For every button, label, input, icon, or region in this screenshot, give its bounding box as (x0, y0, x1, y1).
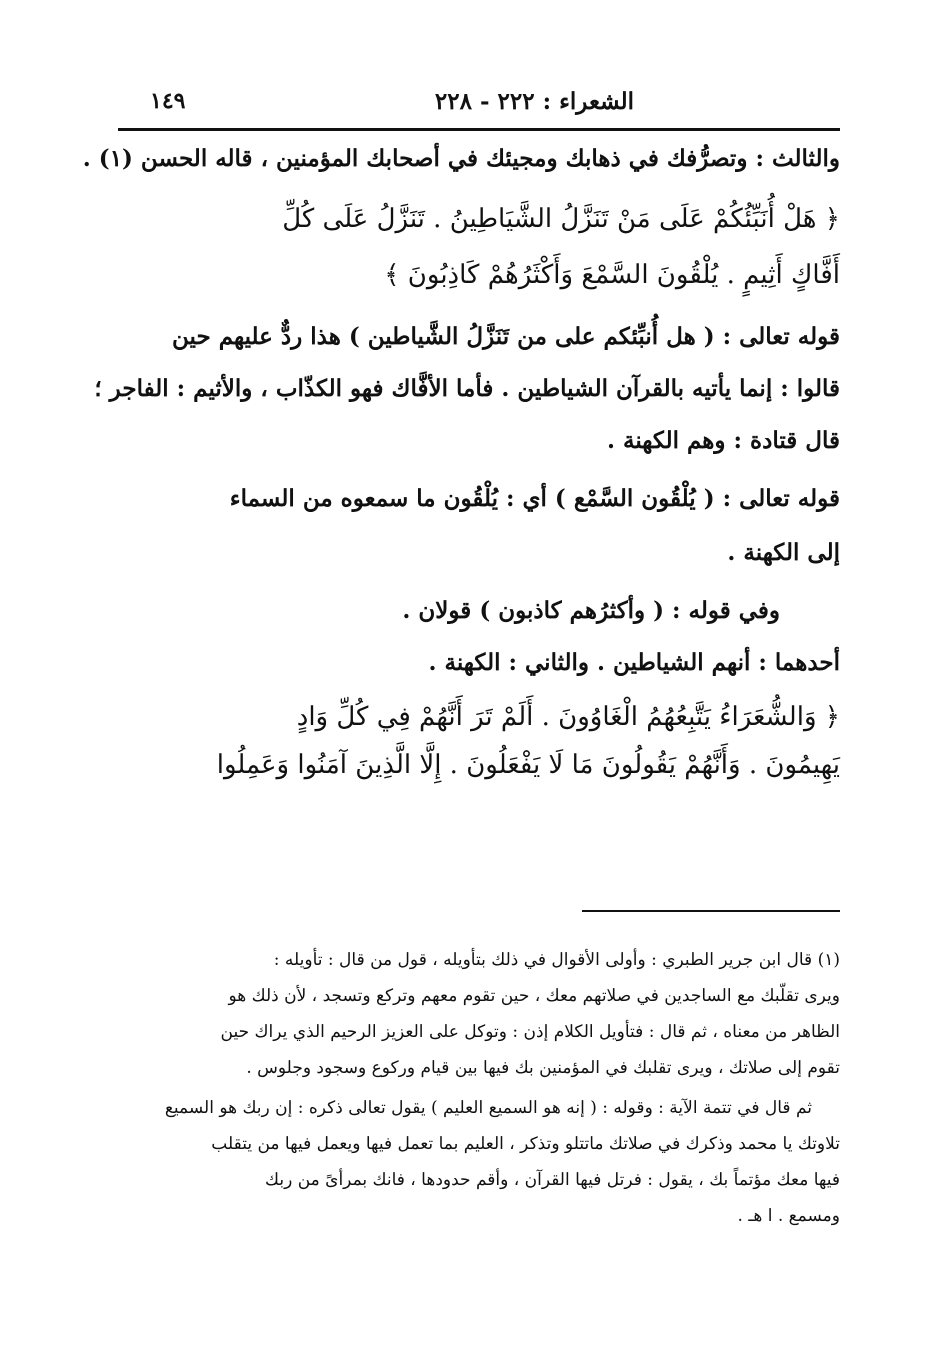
footnote-line: ومسمع . ا هـ . (737, 1206, 840, 1226)
verse-line: ﴿ هَلْ أُنَبِّئُكُمْ عَلَى مَنْ تَنَزَّلُ الشَّيَاطِينُ . تَنَزَّلُ عَلَى كُلِّ (282, 204, 840, 234)
page-header (120, 84, 844, 124)
footnote-line: ثم قال في تتمة الآية : وقوله : ( إنه هو السميع العليم ) يقول تعالى ذكره : إن ربك هو السميع (164, 1098, 812, 1118)
text-line: قوله تعالى : ( يُلْقُون السَّمْع ) أي : يُلْقُون ما سمعوه من السماء (229, 485, 840, 512)
header-rule (118, 128, 840, 131)
text-line: إلى الكهنة . (727, 539, 840, 566)
text-line: وفي قوله : ( وأكثرُهم كاذبون ) قولان . (402, 597, 780, 624)
text-line: قوله تعالى : ( هل أُنبِّئكم على من تَنَزَّلُ الشَّياطين ) هذا ردٌّ عليهم حين (172, 323, 840, 350)
main-text (82, 138, 840, 782)
footnote-line: فيها معك مؤتماً بك ، يقول : فرتل فيها القرآن ، وأقم حدودها ، فانك بمرأىً من ربك (265, 1170, 840, 1190)
verse-line: ﴿ وَالشُّعَرَاءُ يَتَّبِعُهُمُ الْغَاوُونَ . أَلَمْ تَرَ أَنَّهُمْ فِي كُلِّ وَادٍ (296, 702, 840, 732)
text-line: والثالث : وتصرُّفك في ذهابك ومجيئك في أصحابك المؤمنين ، قاله الحسن (١) . (82, 145, 840, 172)
page-number: ١٤٩ (150, 88, 186, 114)
verse-line: يَهِيمُونَ . وَأَنَّهُمْ يَقُولُونَ مَا لَا يَفْعَلُونَ . إِلَّا الَّذِينَ آمَنُوا وَعَمِلُوا (216, 750, 840, 780)
text-line: أحدهما : أنهم الشياطين . والثاني : الكهنة . (428, 649, 840, 676)
footnote-line: تلاوتك يا محمد وذكرك في صلاتك ماتتلو وتذكر ، العليم بما تعمل فيها ويعمل فيها من يتقلب (211, 1134, 840, 1154)
footnotes (118, 942, 840, 1234)
footnote-line: تقوم إلى صلاتك ، ويرى تقلبك في المؤمنين بك فيها بين قيام وركوع وسجود وجلوس . (246, 1058, 840, 1078)
verse-line: أَفَّاكٍ أَثِيمٍ . يُلْقُونَ السَّمْعَ وَأَكْثَرُهُمْ كَاذِبُونَ ﴾ (384, 260, 840, 290)
footnote-rule (582, 910, 840, 912)
footnote-line: (١) قال ابن جرير الطبري : وأولى الأقوال في ذلك بتأويله ، قول من قال : تأويله : (273, 950, 840, 970)
running-title: الشعراء : ٢٢٢ - ٢٢٨ (434, 88, 634, 115)
text-line: قالوا : إنما يأتيه بالقرآن الشياطين . فأما الأفَّاك فهو الكذّاب ، والأثيم : الفاجر ؛ (94, 375, 840, 402)
footnote-line: ويرى تقلّبك مع الساجدين في صلاتهم معك ، حين تقوم معهم وتركع وتسجد ، لأن ذلك هو (228, 986, 840, 1006)
footnote-line: الظاهر من معناه ، ثم قال : فتأويل الكلام إذن : وتوكل على العزيز الرحيم الذي يراك حين (220, 1022, 840, 1042)
text-line: قال قتادة : وهم الكهنة . (607, 427, 840, 454)
